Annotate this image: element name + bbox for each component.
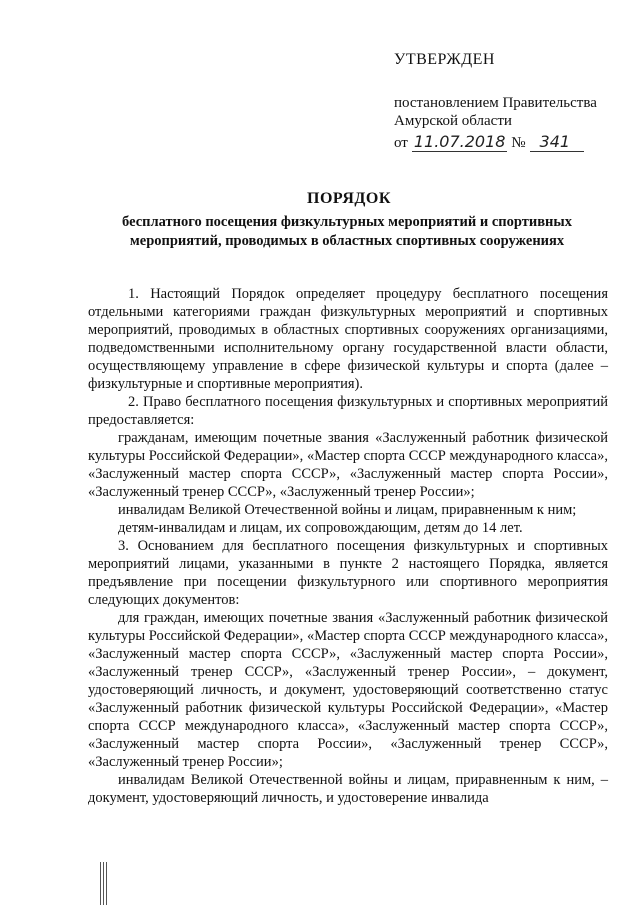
paragraph-2-item-titled-citizens: гражданам, имеющим почетные звания «Заслуженный работник физической культуры Российской Федерации», «Мастер спорта СССР международного класса», «Заслуженный мастер спорта СССР», «Заслуженный мастер спорта России», «Заслуженный тренер СССР», «Заслуженный тренер России»;	[88, 430, 608, 500]
paragraph-1: 1. Настоящий Порядок определяет процедуру бесплатного посещения отдельными категориями граждан физкультурных мероприятий и спортивных мероприятий, проводимых в областных спортивных сооружениях организациями, подведомственными исполнительному органу государственной власти области, осуществляющему управление в сфере физической культуры и спорта (далее – физкультурные и спортивные мероприятия).	[88, 286, 608, 392]
handwritten-date: 11.07.2018	[413, 132, 506, 151]
approval-date-number-line	[394, 132, 584, 153]
paragraph-3-item-titled-citizens: для граждан, имеющих почетные звания «Заслуженный работник физической культуры Российской Федерации», «Мастер спорта СССР международного класса», «Заслуженный мастер спорта СССР», «Заслуженный мастер спорта России», «Заслуженный тренер СССР», «Заслуженный тренер России», – документ, удостоверяющий личность, и документ, удостоверяющий соответственно статус «Заслуженный работник физической культуры Российской Федерации», «Мастер спорта СССР международного класса», «Заслуженный мастер спорта СССР», «Заслуженный мастер спорта России», «Заслуженный тренер СССР», «Заслуженный тренер России»;	[88, 610, 608, 770]
approval-line-1: постановлением Правительства	[394, 95, 597, 111]
paragraph-3-item-war-invalids: инвалидам Великой Отечественной войны и лицам, приравненным к ним, – документ, удостоверяющий личность, и удостоверение инвалида	[88, 772, 608, 806]
handwritten-number: 341	[530, 132, 585, 152]
paragraph-3: 3. Основанием для бесплатного посещения физкультурных и спортивных мероприятий лицами, указанными в пункте 2 настоящего Порядка, является предъявление при посещении физкультурного или спортивного мероприятия следующих документов:	[88, 538, 608, 608]
paragraph-2: 2. Право бесплатного посещения физкультурных и спортивных мероприятий предоставляется:	[88, 394, 608, 428]
document-subtitle-line-2: мероприятий, проводимых в областных спортивных сооружениях	[129, 233, 565, 249]
scan-edge-marks	[100, 862, 108, 905]
document-title-block	[0, 190, 640, 251]
from-label: от	[394, 135, 408, 151]
document-body	[88, 285, 608, 807]
approved-heading: УТВЕРЖДЕН	[394, 51, 495, 68]
paragraph-2-item-war-invalids: инвалидам Великой Отечественной войны и лицам, приравненным к ним;	[118, 502, 577, 518]
approval-line-2: Амурской области	[394, 113, 512, 129]
paragraph-2-item-children: детям-инвалидам и лицам, их сопровождающим, детям до 14 лет.	[118, 520, 523, 536]
document-subtitle-line-1: бесплатного посещения физкультурных мероприятий и спортивных	[122, 214, 572, 230]
number-label: №	[511, 135, 526, 151]
document-heading: ПОРЯДОК	[307, 190, 391, 207]
